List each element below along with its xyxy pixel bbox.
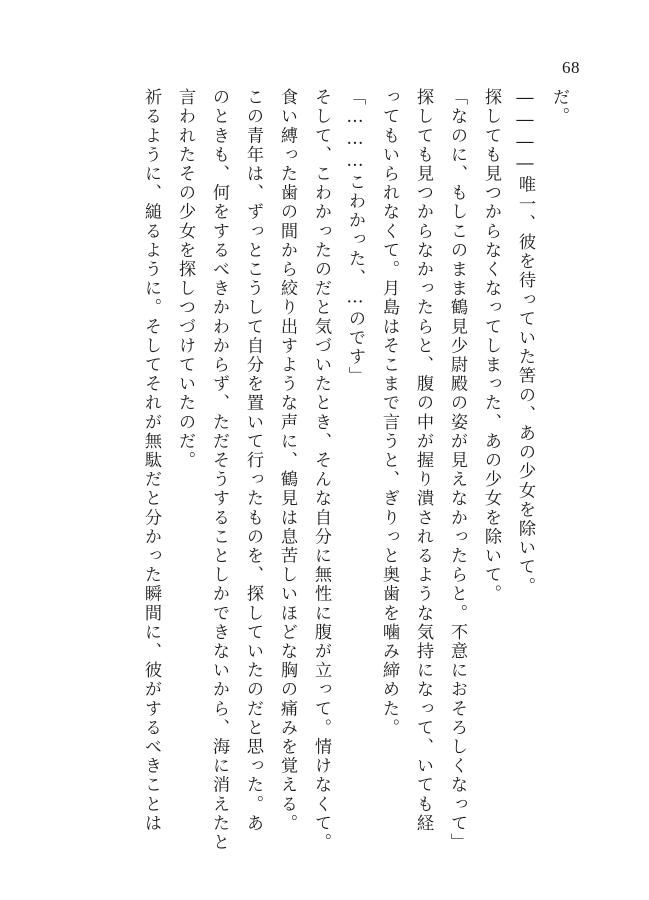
text-line: だ。 bbox=[549, 88, 569, 127]
text-line: ――――唯一、彼を待っていた筈の、あの少女を除いて。 bbox=[515, 88, 535, 596]
text-line: 探しても見つからなくなってしまった、あの少女を除いて。 bbox=[481, 88, 501, 604]
text-line: 言われたその少女を探しつづけていたのだ。 bbox=[175, 88, 195, 470]
text-line: ってもいられなくて。月島はそこまで言うと、ぎりっと奥歯を噛み締めた。 bbox=[379, 88, 399, 738]
page-number: 68 bbox=[562, 58, 580, 77]
text-line: 「………こわかった、…のです」 bbox=[345, 88, 365, 386]
vertical-text-block bbox=[141, 88, 570, 852]
text-line: この青年は、ずっとこうして自分を置いて行ったものを、探していたのだと思った。あ bbox=[243, 88, 263, 833]
text-line: のときも、何をするべきかわからず、ただそうすることしかできないから、海に消えたと bbox=[209, 88, 229, 852]
text-line: 祈るように、縋るように。そしてそれが無駄だと分かった瞬間に、彼がするべきことは bbox=[141, 88, 161, 833]
text-line: 探しても見つからなかったらと、腹の中が握り潰されるような気持になって、いても経 bbox=[413, 88, 433, 833]
text-line: 食い縛った歯の間から絞り出すような声に、鶴見は息苦しいほどな胸の痛みを覚える。 bbox=[277, 88, 297, 833]
text-line: そして、こわかったのだと気づいたとき、そんな自分に無性に腹が立って。情けなくて。 bbox=[311, 88, 331, 852]
text-line: 「なのに、もしこのまま鶴見少尉殿の姿が見えなかったらと。不意におそろしくなって」 bbox=[447, 88, 467, 852]
